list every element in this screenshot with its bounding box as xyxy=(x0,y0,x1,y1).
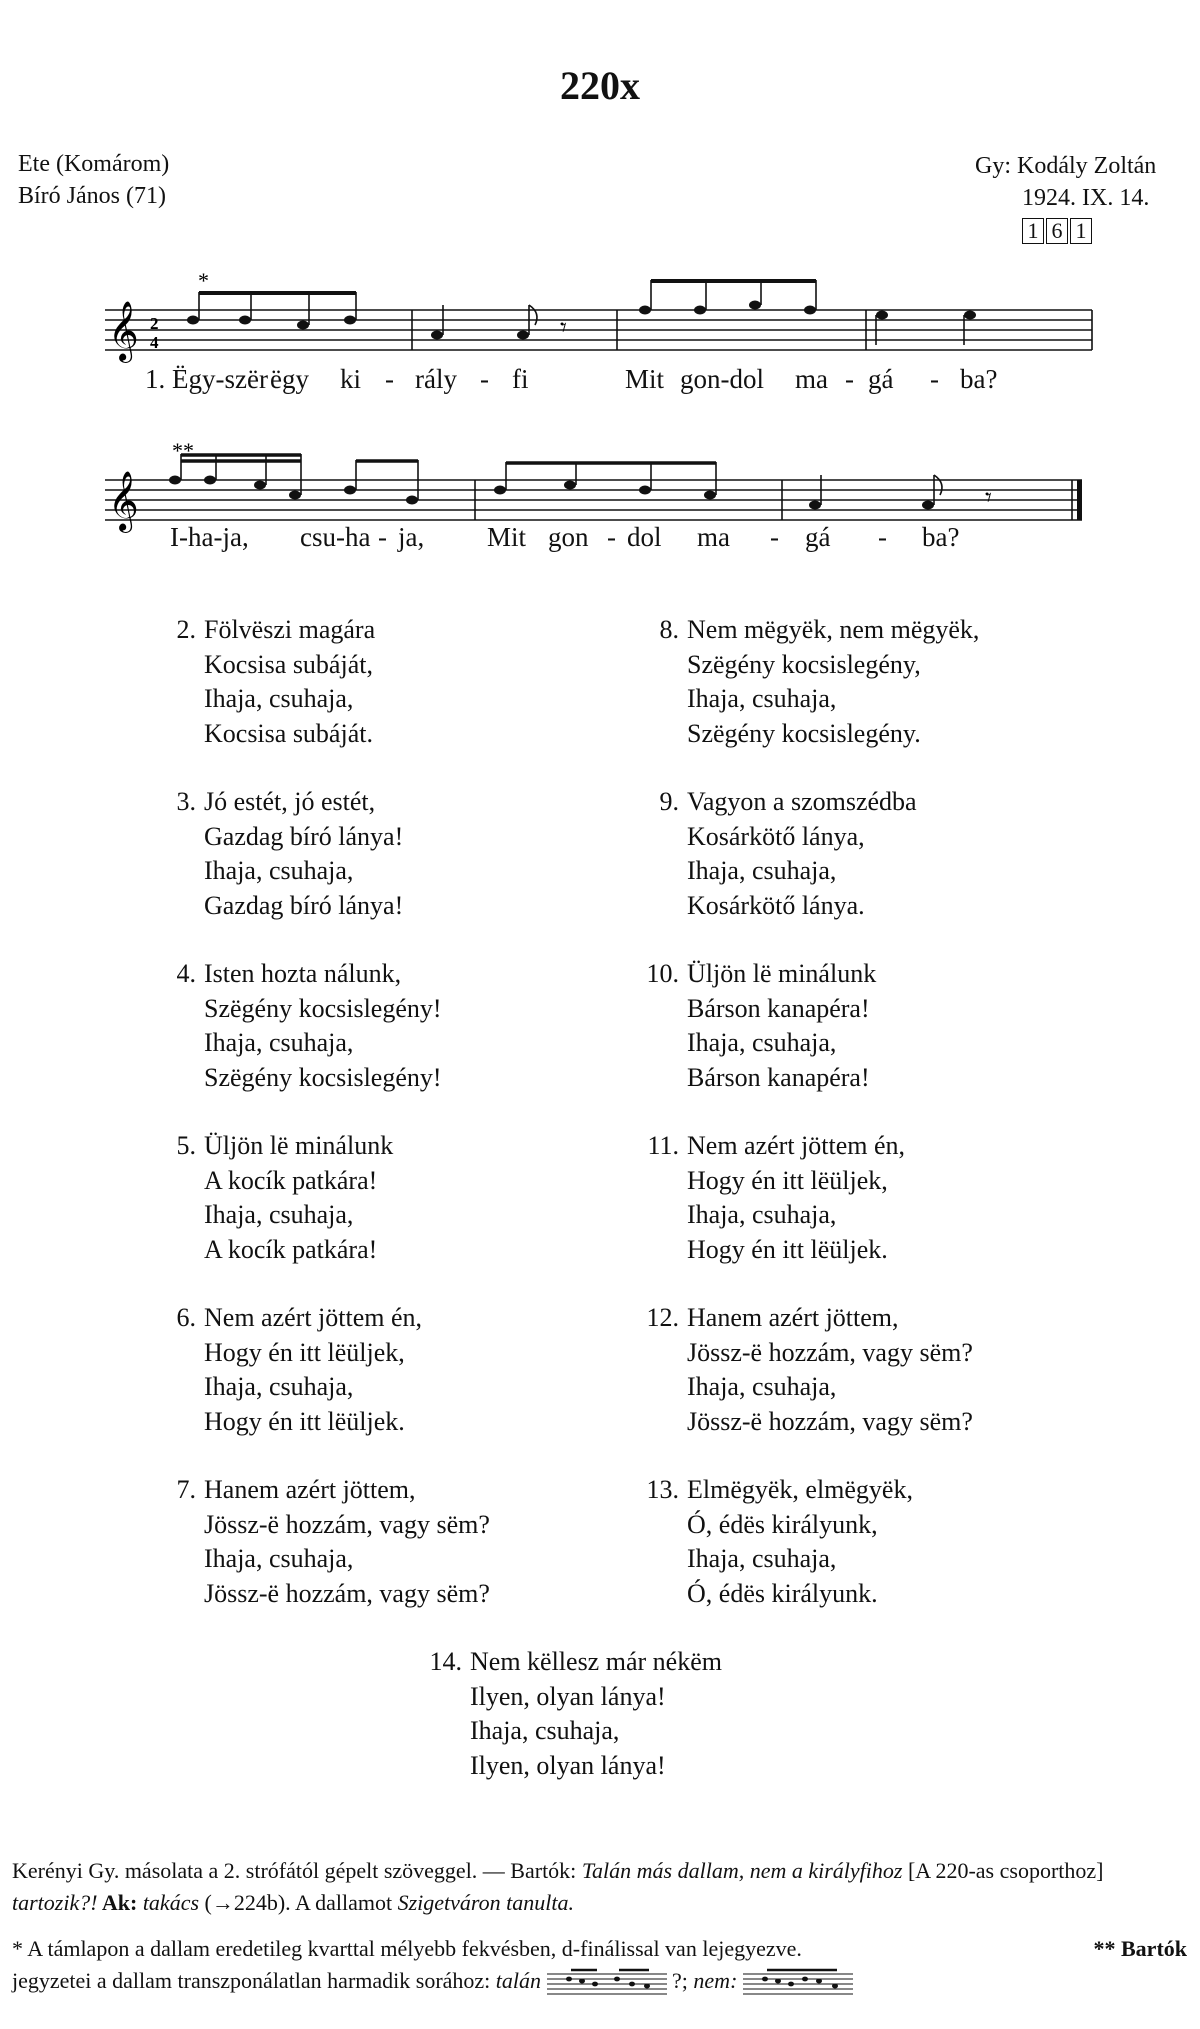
lyric-syllable: - xyxy=(378,522,387,552)
asterisk-mark: * xyxy=(198,270,209,293)
note-italic: Szigetváron tanulta. xyxy=(397,1890,575,1915)
stanza-line: Ihaja, csuhaja, xyxy=(204,1200,354,1229)
stanza-line: Isten hozta nálunk, xyxy=(204,959,402,988)
singer: Bíró János (71) xyxy=(18,183,166,209)
note-text: (→224b). A dallamot xyxy=(199,1890,398,1915)
mini-staff-icon xyxy=(743,1968,853,1998)
stanza-line: Szëgény kocsislegény, xyxy=(687,649,921,679)
stanza-13 xyxy=(646,1473,913,1611)
stanza-10 xyxy=(646,957,877,1095)
stanza-4 xyxy=(176,957,442,1095)
collector-info xyxy=(975,150,1156,214)
stanza-number: 7. xyxy=(176,1475,196,1504)
stanza-11 xyxy=(647,1129,906,1267)
lyric-syllable: Mit xyxy=(487,522,527,552)
svg-text:2: 2 xyxy=(150,314,159,333)
stanza-line: Ihaja, csuhaja, xyxy=(470,1716,620,1745)
note-text: [A 220-as csoporthoz] xyxy=(902,1858,1104,1883)
stanza-number: 2. xyxy=(176,615,196,644)
stanza-number: 9. xyxy=(659,787,679,816)
lyric-syllable: - xyxy=(607,522,616,552)
stanza-line: Ihaja, csuhaja, xyxy=(204,684,354,713)
stanza-5 xyxy=(176,1129,394,1267)
stanza-line: Elmëgyëk, elmëgyëk, xyxy=(687,1475,913,1504)
stanza-line: Ihaja, csuhaja, xyxy=(687,1372,837,1401)
stanza-line: Kosárkötő lánya, xyxy=(687,821,865,851)
lyric-syllable: gon xyxy=(548,522,589,552)
stanza-number: 6. xyxy=(176,1303,196,1332)
stanza-line: Nem azért jöttem én, xyxy=(204,1303,423,1332)
stanza-line: Nem mëgyëk, nem mëgyëk, xyxy=(687,615,980,644)
lyric-syllable: ba? xyxy=(922,522,960,552)
stanza-number: 13. xyxy=(646,1475,679,1504)
stanza-line: Hogy én itt lëüljek, xyxy=(687,1165,888,1195)
catalog-boxes xyxy=(1022,218,1092,244)
stanza-line: Gazdag bíró lánya! xyxy=(204,821,404,851)
stanza-line: Ó, édës királyunk, xyxy=(687,1509,878,1539)
stanza-line: Vagyon a szomszédba xyxy=(687,787,917,816)
stanza-number: 3. xyxy=(176,787,196,816)
footnote-text: ?; xyxy=(666,1968,694,1993)
footnotes xyxy=(12,1933,1187,1998)
stanza-14 xyxy=(429,1645,722,1783)
stanza-line: Ihaja, csuhaja, xyxy=(204,1372,354,1401)
lyric-syllable: ma xyxy=(697,522,730,552)
lyric-syllable: rály xyxy=(415,364,457,394)
lyric-syllable: ma xyxy=(795,364,828,394)
stanza-line: Hanem azért jöttem, xyxy=(204,1475,416,1504)
stanza-line: Kocsisa subáját. xyxy=(204,718,373,748)
stanza-line: Ilyen, olyan lánya! xyxy=(470,1681,666,1711)
lyric-syllable: ki xyxy=(340,364,362,394)
note-italic: tartozik?! xyxy=(12,1890,98,1915)
footnote-italic: nem: xyxy=(693,1968,738,1993)
lyric-syllable: Mit xyxy=(625,364,665,394)
collection-date: 1924. IX. 14. xyxy=(1022,185,1150,211)
note-bold: Ak: xyxy=(97,1890,138,1915)
stanza-9 xyxy=(659,785,917,923)
stanza-line: Ihaja, csuhaja, xyxy=(687,856,837,885)
stanza-line: Ó, édës királyunk. xyxy=(687,1578,878,1608)
svg-text:𝄾: 𝄾 xyxy=(560,313,567,343)
stanza-line: Nem këllesz már nékëm xyxy=(470,1647,722,1676)
box-3: 1 xyxy=(1070,218,1092,244)
stanza-line: Ihaja, csuhaja, xyxy=(204,1028,354,1057)
source-info xyxy=(18,148,169,212)
stanza-line: Kosárkötő lánya. xyxy=(687,890,865,920)
footnote-2-label: ** Bartók xyxy=(1093,1936,1187,1961)
stanza-line: Fölvëszi magára xyxy=(204,615,376,644)
stanza-number: 12. xyxy=(646,1303,679,1332)
editorial-note xyxy=(12,1855,1187,1919)
stanza-line: Kocsisa subáját, xyxy=(204,649,373,679)
place: Ete (Komárom) xyxy=(18,151,170,177)
stanza-line: Hanem azért jöttem, xyxy=(687,1303,899,1332)
lyric-syllable: fi xyxy=(512,364,529,394)
svg-text:4: 4 xyxy=(150,333,159,352)
stanza-6 xyxy=(176,1301,423,1439)
stanza-line: Jössz-ë hozzám, vagy sëm? xyxy=(204,1509,490,1539)
svg-text:𝄾: 𝄾 xyxy=(985,483,992,513)
collector: Gy: Kodály Zoltán xyxy=(975,153,1157,179)
lyric-syllable: ba? xyxy=(960,364,998,394)
stanza-number: 14. xyxy=(429,1647,462,1676)
lyric-syllable: gá xyxy=(868,364,894,394)
lyric-syllable: ja, xyxy=(398,522,425,552)
stanza-line: Ilyen, olyan lánya! xyxy=(470,1750,666,1780)
stanza-line: Bárson kanapéra! xyxy=(687,993,870,1023)
footnote-row-2 xyxy=(12,1965,1187,1998)
stanza-line: Ihaja, csuhaja, xyxy=(687,1028,837,1057)
box-2: 6 xyxy=(1046,218,1068,244)
lyric-syllable: gon-dol xyxy=(680,364,764,394)
stanza-line: Üljön lë minálunk xyxy=(204,1131,394,1160)
footnote-italic: talán xyxy=(495,1968,542,1993)
lyric-syllable: - xyxy=(480,364,489,394)
treble-clef-icon: 𝄞 xyxy=(108,301,139,361)
mini-staff-icon xyxy=(547,1968,667,1998)
stanza-2 xyxy=(176,613,376,751)
stanza-line: Jó estét, jó estét, xyxy=(204,787,376,816)
stanza-number: 4. xyxy=(176,959,196,988)
stanza-line: Hogy én itt lëüljek, xyxy=(204,1337,405,1367)
lyric-syllable: - xyxy=(878,522,887,552)
lyric-syllable: - xyxy=(770,522,779,552)
stanza-number: 11. xyxy=(647,1131,679,1160)
stanza-3 xyxy=(176,785,404,923)
stanza-line: Bárson kanapéra! xyxy=(687,1062,870,1092)
stanza-8 xyxy=(659,613,980,751)
stanza-line: Szëgény kocsislegény. xyxy=(687,718,921,748)
stanza-number: 5. xyxy=(176,1131,196,1160)
footnote-text: jegyzetei a dallam transzponálatlan harmadik sorához: xyxy=(12,1968,496,1993)
page-title: 220x xyxy=(560,63,640,108)
lyric-syllable: ëgy xyxy=(270,364,309,394)
lyric-syllable: gá xyxy=(805,522,831,552)
stanza-12 xyxy=(646,1301,973,1439)
stanza-number: 10. xyxy=(646,959,679,988)
lyric-syllable: I-ha-ja, xyxy=(170,522,249,552)
stanza-line: Hogy én itt lëüljek. xyxy=(687,1234,888,1264)
note-text: Kerényi Gy. másolata a 2. strófától gépelt szöveggel. — Bartók: xyxy=(12,1858,582,1883)
note-italic: Talán más dallam, nem a királyfihoz xyxy=(581,1858,903,1883)
stanza-line: Ihaja, csuhaja, xyxy=(687,1544,837,1573)
stanza-line: Hogy én itt lëüljek. xyxy=(204,1406,405,1436)
stanza-line: Jössz-ë hozzám, vagy sëm? xyxy=(687,1406,973,1436)
lyric-syllable: dol xyxy=(627,522,662,552)
stanza-line: Ihaja, csuhaja, xyxy=(204,1544,354,1573)
stanza-line: Gazdag bíró lánya! xyxy=(204,890,404,920)
treble-clef-icon: 𝄞 xyxy=(108,471,139,531)
footnote-row-1 xyxy=(12,1933,1187,1965)
lyric-syllable: csu-ha xyxy=(300,522,371,552)
lyric-syllable: - xyxy=(385,364,394,394)
stanza-line: Üljön lë minálunk xyxy=(687,959,877,988)
stanza-line: Ihaja, csuhaja, xyxy=(687,1200,837,1229)
box-1: 1 xyxy=(1022,218,1044,244)
stanza-line: Nem azért jöttem én, xyxy=(687,1131,906,1160)
stanza-line: Jössz-ë hozzám, vagy sëm? xyxy=(687,1337,973,1367)
stanza-line: Jössz-ë hozzám, vagy sëm? xyxy=(204,1578,490,1608)
stanza-line: A kocík patkára! xyxy=(204,1234,378,1264)
stanza-line: Ihaja, csuhaja, xyxy=(687,684,837,713)
stanza-line: Ihaja, csuhaja, xyxy=(204,856,354,885)
note-italic: takács xyxy=(137,1890,200,1915)
footnote-1: * A támlapon a dallam eredetileg kvarttal mélyebb fekvésben, d-finálissal van lejegyezve. xyxy=(12,1936,802,1961)
stanza-7 xyxy=(176,1473,490,1611)
lyric-syllable: 1. Ëgy-szër xyxy=(145,364,268,394)
double-asterisk-mark: ** xyxy=(172,440,194,463)
stanza-line: A kocík patkára! xyxy=(204,1165,378,1195)
stanza-line: Szëgény kocsislegény! xyxy=(204,993,442,1023)
stanza-line: Szëgény kocsislegény! xyxy=(204,1062,442,1092)
lyric-syllable: - xyxy=(930,364,939,394)
lyric-syllable: - xyxy=(845,364,854,394)
stanza-number: 8. xyxy=(659,615,679,644)
